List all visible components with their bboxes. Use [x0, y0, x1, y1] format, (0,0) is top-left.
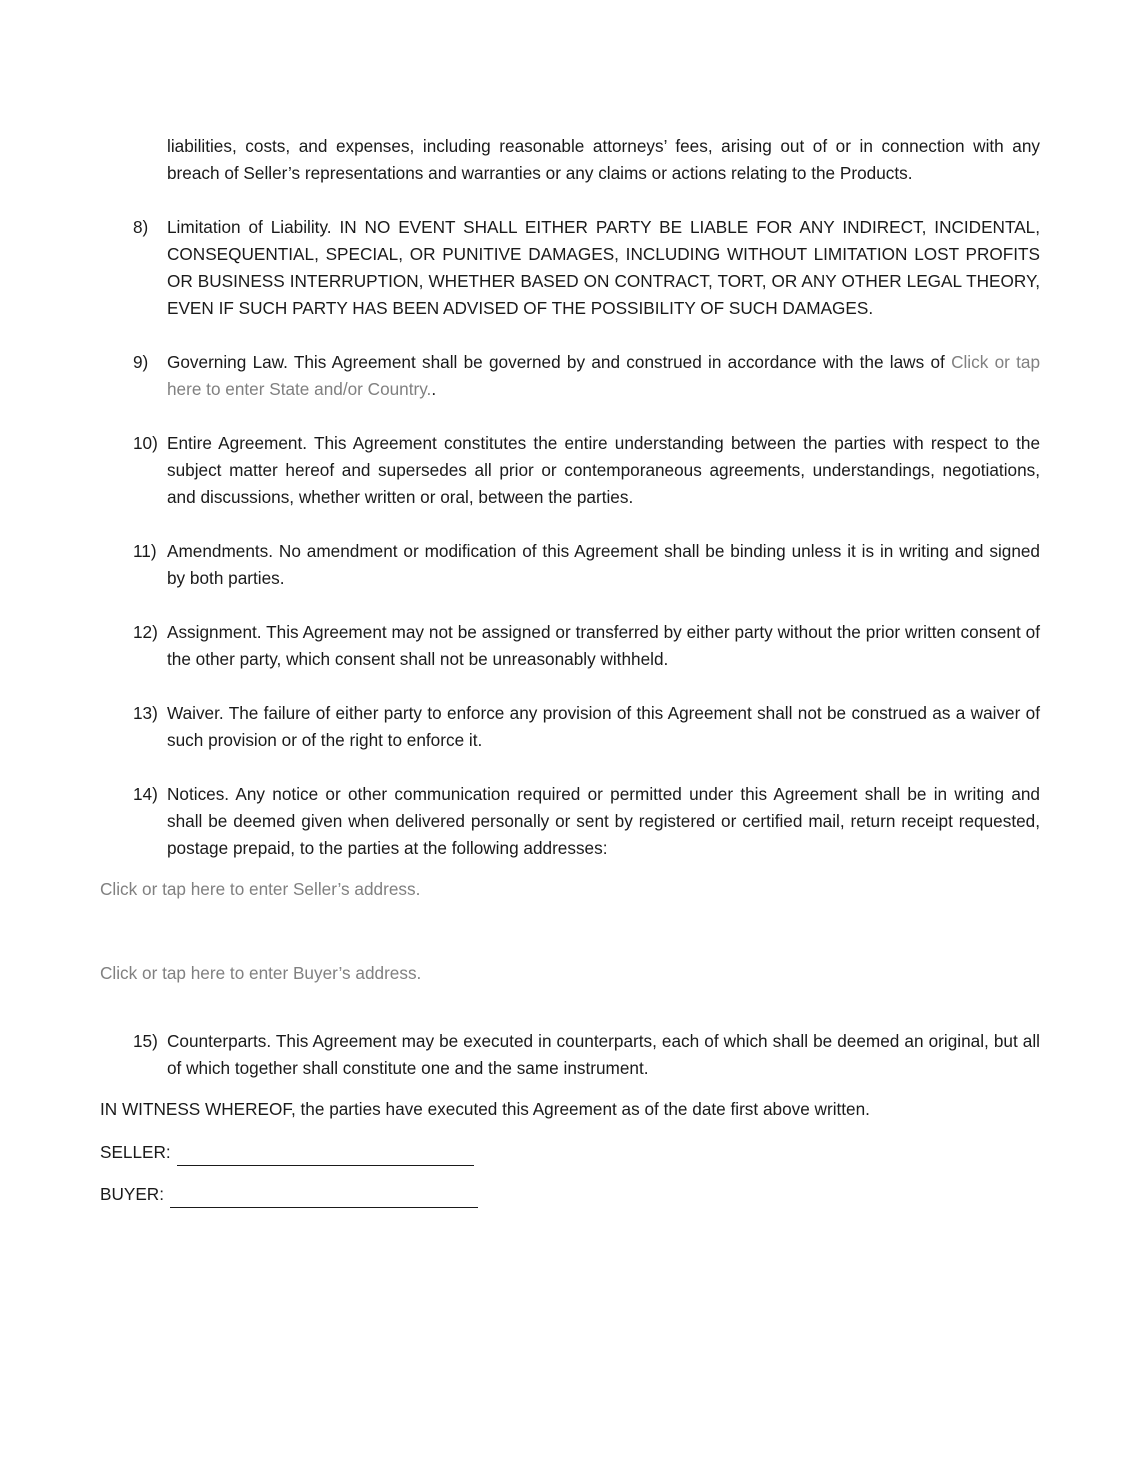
continuation-paragraph: liabilities, costs, and expenses, including reasonable attorneys’ fees, arising out of or in connection with any breach of Seller’s representations and warranties or any claims or actions relating to the Products. — [167, 136, 1040, 183]
clause-number: 15) — [133, 1031, 158, 1051]
clause-text: Amendments. No amendment or modification of this Agreement shall be binding unless it is in writing and signed by both parties. — [167, 541, 1040, 588]
state-country-field[interactable]: Click or tap here to enter State and/or Country. — [167, 352, 1041, 399]
clause-number: 9) — [133, 352, 149, 372]
clause-14 — [100, 781, 1040, 862]
seller-signature-line — [100, 1139, 1040, 1166]
clause-10 — [100, 430, 1040, 511]
buyer-address-field[interactable]: Click or tap here to enter Buyer’s address. — [100, 963, 422, 983]
clause-number: 14) — [133, 784, 158, 804]
seller-address-field[interactable]: Click or tap here to enter Seller’s address. — [100, 879, 421, 899]
clause-text: Counterparts. This Agreement may be executed in counterparts, each of which shall be deemed an original, but all of which together shall constitute one and the same instrument. — [167, 1031, 1040, 1078]
buyer-signature-line — [100, 1181, 1040, 1208]
document-body — [100, 133, 1040, 1223]
seller-label: SELLER: — [100, 1142, 171, 1162]
clause-9 — [100, 349, 1040, 403]
clause-number: 10) — [133, 433, 158, 453]
clause-15 — [100, 1028, 1040, 1082]
clause-text: Governing Law. This Agreement shall be governed by and construed in accordance with the laws of — [167, 352, 952, 372]
clause-13 — [100, 700, 1040, 754]
clause-number: 11) — [133, 541, 157, 561]
clause-text: Waiver. The failure of either party to enforce any provision of this Agreement shall not be construed as a waiver of such provision or of the right to enforce it. — [167, 703, 1040, 750]
clause-text: Assignment. This Agreement may not be assigned or transferred by either party without the prior written consent of the other party, which consent shall not be unreasonably withheld. — [167, 622, 1040, 669]
clause-suffix: . — [431, 379, 437, 399]
clause-text: Limitation of Liability. IN NO EVENT SHALL EITHER PARTY BE LIABLE FOR ANY INDIRECT, INCIDENTAL, CONSEQUENTIAL, SPECIAL, OR PUNITIVE DAMAGES, INCLUDING WITHOUT LIMITATION LOST PROFITS OR BUSINESS INTERRUPTION, WHETHER BASED ON CONTRACT, TORT, OR ANY OTHER LEGAL THEORY, EVEN IF SUCH PARTY HAS BEEN ADVISED OF THE POSSIBILITY OF SUCH DAMAGES. — [167, 217, 1040, 318]
seller-signature-field[interactable] — [177, 1144, 474, 1166]
clause-number: 8) — [133, 217, 149, 237]
clause-number: 12) — [133, 622, 158, 642]
buyer-label: BUYER: — [100, 1184, 164, 1204]
clause-number: 13) — [133, 703, 158, 723]
clause-8 — [100, 214, 1040, 322]
clause-text: Entire Agreement. This Agreement constitutes the entire understanding between the parties with respect to the subject matter hereof and supersedes all prior or contemporaneous agreements, understandings, negotiations, and discussions, whether written or oral, between the parties. — [167, 433, 1040, 507]
clause-11 — [100, 538, 1040, 592]
buyer-signature-field[interactable] — [170, 1186, 478, 1208]
clause-text: Notices. Any notice or other communication required or permitted under this Agreement shall be in writing and shall be deemed given when delivered personally or sent by registered or certified mail, return receipt requested, postage prepaid, to the parties at the following addresses: — [167, 784, 1040, 858]
clause-12 — [100, 619, 1040, 673]
witness-statement: IN WITNESS WHEREOF, the parties have executed this Agreement as of the date first above written. — [100, 1099, 870, 1119]
